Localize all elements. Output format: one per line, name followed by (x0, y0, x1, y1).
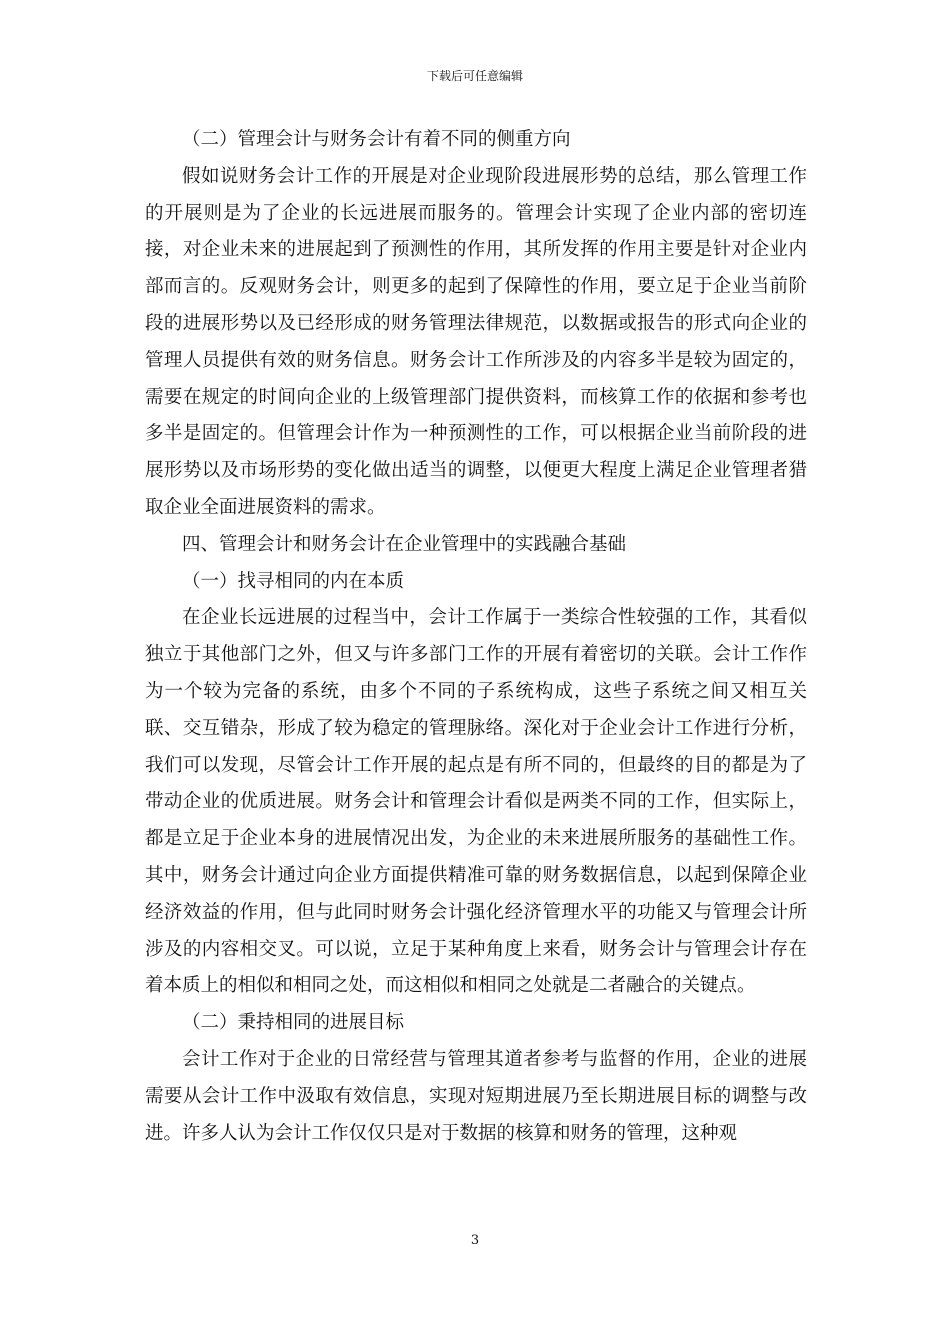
paragraph-common-nature: 在企业长远进展的过程当中，会计工作属于一类综合性较强的工作，其看似独立于其他部门之外，但又与许多部门工作的开展有着密切的关联。会计工作作为一个较为完备的系统，由多个不同的子系统构成，这些子系统之间又相互关联、交互错杂，形成了较为稳定的管理脉络。深化对于企业会计工作进行分析，我们可以发现，尽管会计工作开展的起点是有所不同的，但最终的目的都是为了带动企业的优质进展。财务会计和管理会计看似是两类不同的工作，但实际上，都是立足于企业本身的进展情况出发，为企业的未来进展所服务的基础性工作。其中，财务会计通过向企业方面提供精准可靠的财务数据信息，以起到保障企业经济效益的作用，但与此同时财务会计强化经济管理水平的功能又与管理会计所涉及的内容相交叉。可以说，立足于某种角度上来看，财务会计与管理会计存在着本质上的相似和相同之处，而这相似和相同之处就是二者融合的关键点。 (145, 607, 807, 997)
section-heading-1-common-nature: （一）找寻相同的内在本质 (182, 570, 405, 592)
page-number: 3 (470, 1233, 480, 1248)
page-header: 下载后可任意编辑 (426, 69, 523, 83)
section-heading-2-focus-difference: （二）管理会计与财务会计有着不同的侧重方向 (182, 129, 571, 150)
section-heading-2-common-goal: （二）秉持相同的进展目标 (182, 1012, 405, 1034)
paragraph-common-goal: 会计工作对于企业的日常经营与管理其道者参考与监督的作用，企业的进展需要从会计工作中汲取有效信息，实现对短期进展乃至长期进展目标的调整与改进。许多人认为会计工作仅仅只是对于数据的核算和财务的管理，这种观 (145, 1048, 807, 1144)
section-heading-4-integration-basis: 四、管理会计和财务会计在企业管理中的实践融合基础 (182, 533, 627, 555)
document-body (145, 122, 807, 1152)
paragraph-focus-difference: 假如说财务会计工作的开展是对企业现阶段进展形势的总结，那么管理工作的开展则是为了企业的长远进展而服务的。管理会计实现了企业内部的密切连接，对企业未来的进展起到了预测性的作用，其所发挥的作用主要是针对企业内部而言的。反观财务会计，则更多的起到了保障性的作用，要立足于企业当前阶段的进展形势以及已经形成的财务管理法律规范，以数据或报告的形式向企业的管理人员提供有效的财务信息。财务会计工作所涉及的内容多半是较为固定的，需要在规定的时间向企业的上级管理部门提供资料，而核算工作的依据和参考也多半是固定的。但管理会计作为一种预测性的工作，可以根据企业当前阶段的进展形势以及市场形势的变化做出适当的调整，以便更大程度上满足企业管理者猎取企业全面进展资料的需求。 (145, 165, 807, 518)
